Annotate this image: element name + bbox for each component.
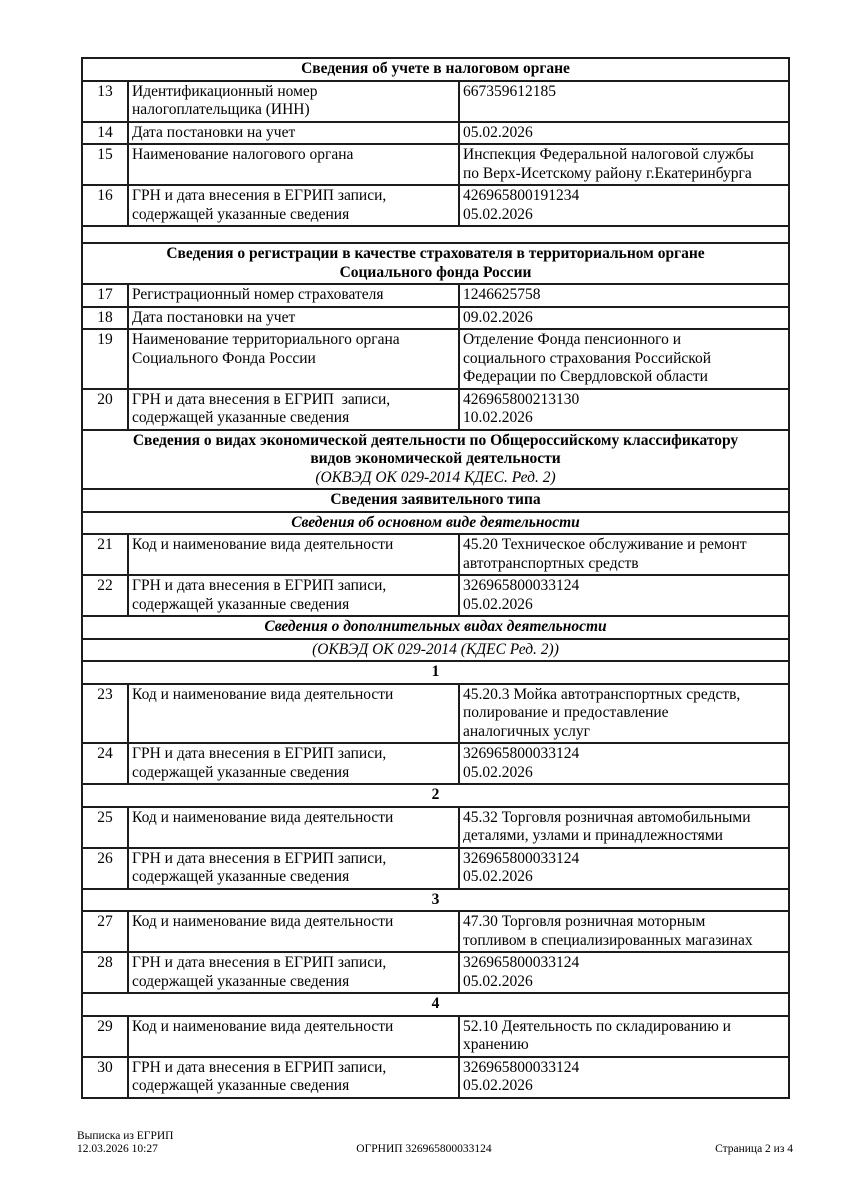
value-line: 326965800033124: [463, 577, 580, 594]
label-line: Код и наименование вида деятельности: [132, 1017, 394, 1035]
group-number: 2: [82, 784, 789, 807]
label-line: Регистрационный номер страхователя: [132, 286, 384, 303]
row-value: [459, 1057, 789, 1098]
label-line: налогоплательщика (ИНН): [132, 101, 310, 118]
row-label: [128, 389, 459, 430]
table-data-row: [82, 284, 789, 307]
table-data-row: [82, 952, 789, 993]
value-line: 52.10 Деятельность по складированию и: [463, 1017, 731, 1035]
section-header-row: [82, 243, 789, 284]
row-value: [459, 807, 789, 848]
value-line: 05.02.2026: [463, 595, 533, 613]
label-line: Код и наименование вида деятельности: [132, 808, 394, 826]
section-title: [82, 512, 789, 535]
label-line: Дата постановки на учет: [132, 308, 296, 326]
label-line: содержащей указанные сведения: [132, 595, 350, 613]
section-header-row: [82, 489, 789, 512]
value-line: 05.02.2026: [463, 763, 533, 781]
section-title-line: (ОКВЭД ОК 029-2014 (КДЕС Ред. 2)): [312, 640, 559, 658]
row-label: [128, 144, 459, 185]
row-value: [459, 952, 789, 993]
row-label: [128, 329, 459, 389]
row-value: [459, 185, 789, 226]
row-value: [459, 575, 789, 616]
value-line: 426965800213130: [463, 390, 580, 408]
label-line: содержащей указанные сведения: [132, 972, 350, 990]
row-number: 23: [82, 684, 128, 744]
row-label: [128, 807, 459, 848]
value-line: 326965800033124: [463, 745, 580, 762]
row-number: 16: [82, 185, 128, 226]
value-line: 45.20.3 Мойка автотранспортных средств,: [463, 685, 741, 703]
value-line: 1246625758: [463, 286, 541, 303]
section-title-line: Сведения заявительного типа: [330, 491, 541, 508]
footer-datetime: 12.03.2026 10:27: [77, 1142, 158, 1155]
table-data-row: [82, 848, 789, 889]
label-line: ГРН и дата внесения в ЕГРИП записи,: [132, 745, 387, 762]
section-header-row: [82, 512, 789, 535]
label-line: ГРН и дата внесения в ЕГРИП записи,: [132, 577, 387, 594]
value-line: 05.02.2026: [463, 123, 533, 141]
row-number: 15: [82, 144, 128, 185]
label-line: ГРН и дата внесения в ЕГРИП записи,: [132, 954, 387, 971]
label-line: ГРН и дата внесения в ЕГРИП записи,: [132, 1058, 387, 1076]
row-number: 18: [82, 307, 128, 330]
group-number: 1: [82, 661, 789, 684]
value-line: Инспекция Федеральной налоговой службы: [463, 146, 754, 163]
row-number: 28: [82, 952, 128, 993]
row-label: [128, 1016, 459, 1057]
table-data-row: [82, 1057, 789, 1098]
label-line: Идентификационный номер: [132, 82, 318, 100]
group-number-row: [82, 993, 789, 1016]
egrip-table-body: [82, 58, 789, 1098]
row-number: 22: [82, 575, 128, 616]
value-line: автотранспортных средств: [463, 554, 639, 572]
value-line: топливом в специализированных магазинах: [463, 931, 753, 949]
table-data-row: [82, 122, 789, 145]
value-line: по Верх-Исетскому району г.Екатеринбурга: [463, 164, 752, 182]
section-title-line: Сведения об основном виде деятельности: [291, 513, 580, 531]
empty-row: [82, 226, 789, 243]
group-number-row: [82, 889, 789, 912]
value-line: полирование и предоставление: [463, 704, 669, 721]
table-data-row: [82, 684, 789, 744]
section-header-row: [82, 430, 789, 490]
value-line: Федерации по Свердловской области: [463, 368, 708, 385]
label-line: содержащей указанные сведения: [132, 409, 350, 426]
label-line: Код и наименование вида деятельности: [132, 536, 394, 553]
table-data-row: [82, 534, 789, 575]
row-label: [128, 911, 459, 952]
value-line: аналогичных услуг: [463, 722, 590, 740]
row-value: [459, 122, 789, 145]
label-line: Наименование территориального органа: [132, 331, 400, 348]
table-data-row: [82, 743, 789, 784]
table-data-row: [82, 575, 789, 616]
row-number: 14: [82, 122, 128, 145]
row-label: [128, 952, 459, 993]
table-data-row: [82, 185, 789, 226]
table-data-row: [82, 144, 789, 185]
label-line: Дата постановки на учет: [132, 123, 296, 141]
row-value: [459, 81, 789, 122]
value-line: 09.02.2026: [463, 308, 533, 326]
row-number: 19: [82, 329, 128, 389]
row-label: [128, 743, 459, 784]
section-title: [82, 489, 789, 512]
row-value: [459, 743, 789, 784]
row-number: 21: [82, 534, 128, 575]
row-value: [459, 144, 789, 185]
footer-page-number: Страница 2 из 4: [715, 1143, 793, 1155]
row-label: [128, 307, 459, 330]
section-title: [82, 639, 789, 662]
row-number: 25: [82, 807, 128, 848]
section-title-line: Сведения о дополнительных видах деятельности: [264, 618, 607, 635]
row-label: [128, 81, 459, 122]
value-line: 05.02.2026: [463, 972, 533, 990]
row-value: [459, 848, 789, 889]
row-value: [459, 1016, 789, 1057]
value-line: 426965800191234: [463, 187, 580, 204]
section-title: [82, 616, 789, 639]
row-value: [459, 389, 789, 430]
row-value: [459, 684, 789, 744]
value-line: 326965800033124: [463, 1058, 580, 1076]
row-label: [128, 122, 459, 145]
label-line: Код и наименование вида деятельности: [132, 913, 394, 930]
section-title: [82, 58, 789, 81]
value-line: социального страхования Российской: [463, 349, 712, 367]
table-data-row: [82, 389, 789, 430]
row-number: 20: [82, 389, 128, 430]
label-line: Код и наименование вида деятельности: [132, 685, 394, 703]
value-line: 667359612185: [463, 82, 556, 100]
row-number: 29: [82, 1016, 128, 1057]
empty-cell: [82, 226, 789, 243]
value-line: 326965800033124: [463, 954, 580, 971]
footer-ogrnip: ОГРНИП 326965800033124: [356, 1143, 492, 1155]
row-label: [128, 284, 459, 307]
row-label: [128, 534, 459, 575]
label-line: Наименование налогового органа: [132, 146, 354, 163]
table-data-row: [82, 81, 789, 122]
row-value: [459, 329, 789, 389]
label-line: ГРН и дата внесения в ЕГРИП записи,: [132, 390, 391, 408]
section-header-row: [82, 58, 789, 81]
value-line: Отделение Фонда пенсионного и: [463, 331, 682, 348]
row-number: 27: [82, 911, 128, 952]
label-line: содержащей указанные сведения: [132, 763, 350, 781]
group-number: 4: [82, 993, 789, 1016]
egrip-table: [81, 57, 790, 1099]
section-title-line: Сведения о регистрации в качестве страхователя в территориальном органе: [166, 245, 705, 262]
row-label: [128, 684, 459, 744]
row-value: [459, 284, 789, 307]
row-value: [459, 911, 789, 952]
label-line: ГРН и дата внесения в ЕГРИП записи,: [132, 849, 387, 867]
label-line: содержащей указанные сведения: [132, 205, 350, 223]
section-header-row: [82, 616, 789, 639]
label-line: содержащей указанные сведения: [132, 868, 350, 885]
row-label: [128, 185, 459, 226]
row-value: [459, 307, 789, 330]
section-title-line: Сведения о видах экономической деятельности по Общероссийскому классификатору: [132, 431, 739, 449]
row-label: [128, 848, 459, 889]
value-line: 05.02.2026: [463, 205, 533, 223]
table-data-row: [82, 329, 789, 389]
table-data-row: [82, 307, 789, 330]
group-number: 3: [82, 889, 789, 912]
value-line: 326965800033124: [463, 849, 580, 867]
section-header-row: [82, 639, 789, 662]
value-line: деталями, узлами и принадлежностями: [463, 827, 723, 844]
section-title: [82, 243, 789, 284]
group-number-row: [82, 784, 789, 807]
group-number-row: [82, 661, 789, 684]
footer-doc-type: Выписка из ЕГРИП: [77, 1130, 174, 1142]
label-line: ГРН и дата внесения в ЕГРИП записи,: [132, 187, 387, 204]
row-label: [128, 575, 459, 616]
row-label: [128, 1057, 459, 1098]
value-line: хранению: [463, 1036, 529, 1053]
row-number: 30: [82, 1057, 128, 1098]
value-line: 47.30 Торговля розничная моторным: [463, 913, 706, 930]
row-number: 26: [82, 848, 128, 889]
section-title-line: видов экономической деятельности: [310, 450, 561, 467]
value-line: 45.32 Торговля розничная автомобильными: [463, 808, 751, 826]
row-value: [459, 534, 789, 575]
label-line: Социального Фонда России: [132, 349, 316, 367]
value-line: 45.20 Техническое обслуживание и ремонт: [463, 536, 747, 553]
row-number: 13: [82, 81, 128, 122]
table-data-row: [82, 807, 789, 848]
label-line: содержащей указанные сведения: [132, 1077, 350, 1094]
section-title: [82, 430, 789, 490]
section-title-line: Социального фонда России: [339, 263, 532, 281]
row-number: 17: [82, 284, 128, 307]
value-line: 05.02.2026: [463, 868, 533, 885]
section-title-line: Сведения об учете в налоговом органе: [301, 60, 570, 77]
value-line: 10.02.2026: [463, 409, 533, 426]
table-data-row: [82, 911, 789, 952]
value-line: 05.02.2026: [463, 1077, 533, 1094]
row-number: 24: [82, 743, 128, 784]
section-title-line: (ОКВЭД ОК 029-2014 КДЕС. Ред. 2): [315, 468, 556, 486]
table-data-row: [82, 1016, 789, 1057]
